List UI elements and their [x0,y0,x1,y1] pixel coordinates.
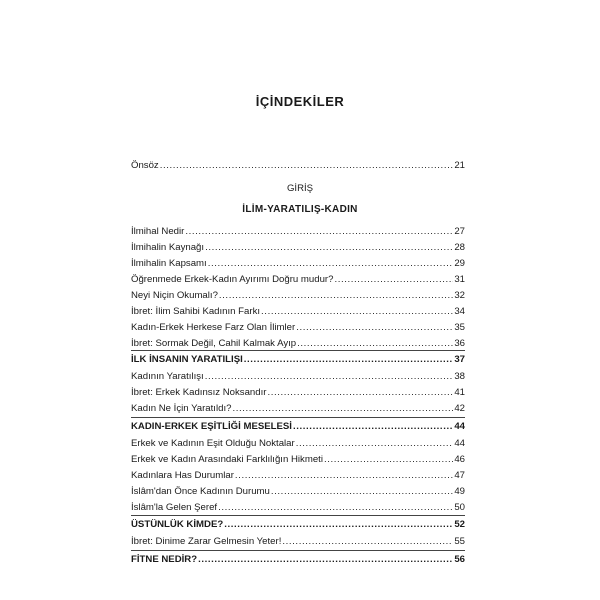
toc-entry-page: 47 [454,470,465,481]
toc-entry [131,256,465,272]
toc-entry-page: 56 [454,554,465,565]
toc-entry-page: 44 [454,421,465,432]
toc-section-header [131,517,465,533]
toc-entry-label: İbret: Dinime Zarar Gelmesin Yeter! [131,536,282,547]
toc-entry-page: 34 [454,306,465,317]
toc-entry-page: 42 [454,403,465,414]
toc-section-header [131,352,465,368]
toc-entry-page: 50 [454,502,465,513]
leader-dots [198,552,453,568]
toc-section-3 [131,417,465,516]
leader-dots [244,352,454,368]
toc-entry-label: İlmihalin Kaynağı [131,242,205,253]
leader-dots [208,256,454,272]
leader-dots [267,385,453,401]
toc-section-2 [131,350,465,417]
leader-dots [224,517,453,533]
toc-section-5 [131,550,465,568]
toc-entry-label: İbret: Sormak Değil, Cahil Kalmak Ayıp [131,338,297,349]
toc-entry-label: İbret: Erkek Kadınsız Noksandır [131,387,267,398]
toc-entry-label: Erkek ve Kadının Eşit Olduğu Noktalar [131,438,295,449]
toc-entry-page: 32 [454,290,465,301]
leader-dots [235,468,453,484]
toc-entry [131,304,465,320]
toc-entry-label: Öğrenmede Erkek-Kadın Ayırımı Doğru mudur? [131,274,334,285]
toc-entry [131,240,465,256]
toc-entry [131,436,465,452]
leader-dots [293,419,453,435]
toc-entry-page: 44 [454,438,465,449]
toc-entry-label: KADIN-ERKEK EŞİTLİĞİ MESELESİ [131,421,292,432]
toc-entry-page: 35 [454,322,465,333]
leader-dots [296,320,453,336]
toc-entry-page: 38 [454,371,465,382]
toc-entry-label: İslâm'dan Önce Kadının Durumu [131,486,270,497]
toc-section-4 [131,515,465,550]
toc-entry-label: ÜSTÜNLÜK KİMDE? [131,519,224,530]
toc-entry-page: 46 [454,454,465,465]
toc-intro [131,158,465,174]
leader-dots [261,304,453,320]
toc-entry-label: Erkek ve Kadın Arasındaki Farklılığın Hikmeti [131,454,323,465]
toc-entry-label: İlmihalin Kapsamı [131,258,207,269]
toc-entry [131,158,465,174]
toc-entry [131,468,465,484]
toc-entry [131,272,465,288]
toc-entry [131,534,465,550]
toc-entry-page: 36 [454,338,465,349]
leader-dots [324,452,453,468]
leader-dots [282,534,453,550]
toc-entry-label: Kadın Ne İçin Yaratıldı? [131,403,232,414]
leader-dots [334,272,453,288]
toc-entry-page: 41 [454,387,465,398]
page-title: İÇİNDEKİLER [255,94,345,109]
toc-entry-page: 55 [454,536,465,547]
toc-entry-label: Kadının Yaratılışı [131,371,204,382]
toc-entry [131,401,465,417]
leader-dots [218,500,453,516]
leader-dots [271,484,453,500]
toc-entry [131,452,465,468]
toc-entry-label: FİTNE NEDİR? [131,554,198,565]
toc-entry-page: 37 [454,354,465,365]
leader-dots [185,224,453,240]
toc-entry-label: İlmihal Nedir [131,226,185,237]
toc-entry-page: 21 [454,160,465,171]
part-heading: GİRİŞ [286,183,314,194]
toc-entry [131,484,465,500]
toc-entry-label: Kadın-Erkek Herkese Farz Olan İlimler [131,322,296,333]
leader-dots [232,401,453,417]
toc-entry [131,288,465,304]
toc-entry-label: Neyi Niçin Okumalı? [131,290,218,301]
leader-dots [160,158,454,174]
leader-dots [205,369,454,385]
toc-entry-page: 27 [454,226,465,237]
toc-entry-page: 31 [454,274,465,285]
toc-entry-label: İbret: İlim Sahibi Kadının Farkı [131,306,261,317]
toc-entry-page: 28 [454,242,465,253]
toc-entry-page: 52 [454,519,465,530]
leader-dots [205,240,453,256]
part-subheading: İLİM-YARATILIŞ-KADIN [242,204,358,215]
leader-dots [296,436,454,452]
toc-entry [131,369,465,385]
toc-entry-page: 29 [454,258,465,269]
toc-section-1 [131,224,465,352]
toc-entry-label: Kadınlara Has Durumlar [131,470,234,481]
toc-entry-label: Önsöz [131,160,159,171]
toc-entry-label: İLK İNSANIN YARATILIŞI [131,354,243,365]
toc-section-header [131,419,465,435]
toc-entry [131,224,465,240]
toc-entry [131,320,465,336]
leader-dots [219,288,453,304]
toc-entry [131,385,465,401]
toc-entry-page: 49 [454,486,465,497]
toc-entry-label: İslâm'la Gelen Şeref [131,502,218,513]
toc-entry [131,500,465,516]
toc-section-header [131,552,465,568]
